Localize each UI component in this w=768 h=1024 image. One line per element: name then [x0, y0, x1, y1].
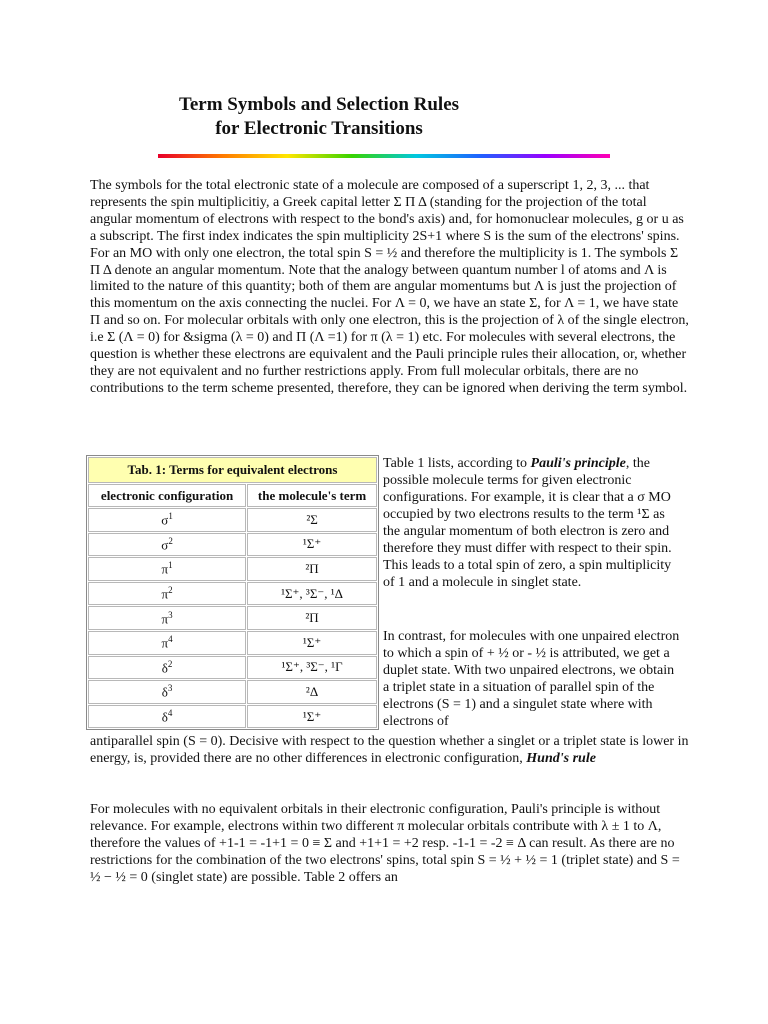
term-cell: ¹Σ⁺ — [247, 705, 377, 729]
table-row — [88, 606, 377, 630]
rainbow-divider — [158, 154, 610, 158]
configuration-cell: $\pi^2$ — [88, 582, 246, 606]
page-title — [0, 93, 638, 141]
configuration-cell: $\delta^3$ — [88, 680, 246, 704]
table-caption: Tab. 1: Terms for equivalent electrons — [88, 457, 377, 483]
nonequivalent-paragraph: For molecules with no equivalent orbitals in their electronic configuration, Pauli's principle is without relevance. For example, electrons within two different π molecular orbitals contribute with λ ± 1 to Λ, therefore the values of +1-1 = -1+1 = 0 ≡ Σ and +1+1 = +2 resp. -1-1 = -2 ≡ Δ can result. As there are no restrictions for the combination of the two electrons' spins, total spin S = ½ + ½ = 1 (triplet state) and S = ½ − ½ = 0 (singlet state) are possible. Table 2 offers an — [90, 802, 680, 885]
hunds-rule-emphasis: Hund's rule — [526, 751, 596, 766]
intro-paragraph: The symbols for the total electronic state of a molecule are composed of a superscript 1, 2, 3, ... that represents the spin multiplicitiy, a Greek capital letter Σ Π Δ (standing for the projection of the total angular momentum of electrons with respect to the bond's axis) and, for homonuclear molecules, g or u as a subscript. The first index indicates the spin multiplicity 2S+1 where S is the sum of the electrons' spins. For an MO with only one electron, the total spin S = ½ and therefore the multiplicity is 1. The symbols Σ Π Δ denote an angular momentum. Note that the analogy between quantum number l of atoms and Λ is limited to the nature of this quantity; both of them are angular momentums but Λ is just the projection of this momentum on the axis connecting the nuclei. For Λ = 0, we have an state Σ, for Λ = 1, we have state Π and so on. For molecular orbitals with only one electron, this is the projection of λ of the single electron, i.e Σ (Λ = 0) for &sigma (λ = 0) and Π (Λ =1) for π (λ = 1) etc. For molecules with several electrons, the question is whether these electrons are equivalent and the Pauli principle rules their allocation, or, whether they are not equivalent and no further restrictions apply. From full molecular orbitals, there are no contributions to the term scheme presented, therefore, they can be ignored when deriving the term symbol. — [90, 178, 689, 396]
configuration-cell: $\delta^4$ — [88, 705, 246, 729]
term-cell: ²Π — [247, 606, 377, 630]
term-cell: ²Δ — [247, 680, 377, 704]
table-row — [88, 656, 377, 680]
term-cell: ¹Σ⁺ — [247, 533, 377, 557]
configuration-cell: $\delta^2$ — [88, 656, 246, 680]
side-paragraph-pauli: Table 1 lists, according to Pauli's principle, the possible molecule terms for given electronic configurations. For example, it is clear that a σ MO occupied by two electrons results to the term ¹Σ as the angular momentum of both electron is zero and therefore they must differ with respect to their spin. This leads to a total spin of zero, a spin multiplicity of 1 and a molecule in singlet state. — [383, 456, 672, 590]
term-cell: ¹Σ⁺, ³Σ⁻, ¹Γ — [247, 656, 377, 680]
terms-table — [86, 455, 379, 730]
title-line-2: for Electronic Transitions — [215, 118, 423, 139]
term-cell: ²Π — [247, 557, 377, 581]
table-row — [88, 533, 377, 557]
continuation-paragraph: antiparallel spin (S = 0). Decisive with respect to the question whether a singlet or a triplet state is lower in energy, is, provided there are no other differences in electronic configuration, Hund's rule — [90, 734, 689, 766]
table-row — [88, 508, 377, 532]
configuration-cell: $\pi^3$ — [88, 606, 246, 630]
column-header-term: the molecule's term — [247, 484, 377, 507]
table-row — [88, 557, 377, 581]
side-paragraph-unpaired: In contrast, for molecules with one unpaired electron to which a spin of + ½ or - ½ is attributed, we get a duplet state. With two unpaired electrons, we obtain a triplet state in a situation of parallel spin of the electrons (S = 1) and a singulet state where with electrons of — [383, 629, 680, 729]
column-header-configuration: electronic configuration — [88, 484, 246, 507]
term-cell: ¹Σ⁺ — [247, 631, 377, 655]
title-line-1: Term Symbols and Selection Rules — [178, 94, 460, 115]
table-row — [88, 631, 377, 655]
pauli-principle-emphasis: Pauli's principle — [530, 456, 626, 471]
configuration-cell: $\sigma^2$ — [88, 533, 246, 557]
table-row — [88, 680, 377, 704]
terms-table-container — [86, 455, 379, 730]
configuration-cell: $\pi^4$ — [88, 631, 246, 655]
term-cell: ¹Σ⁺, ³Σ⁻, ¹Δ — [247, 582, 377, 606]
configuration-cell: $\sigma^1$ — [88, 508, 246, 532]
configuration-cell: $\pi^1$ — [88, 557, 246, 581]
table-row — [88, 582, 377, 606]
term-cell: ²Σ — [247, 508, 377, 532]
table-row — [88, 705, 377, 729]
